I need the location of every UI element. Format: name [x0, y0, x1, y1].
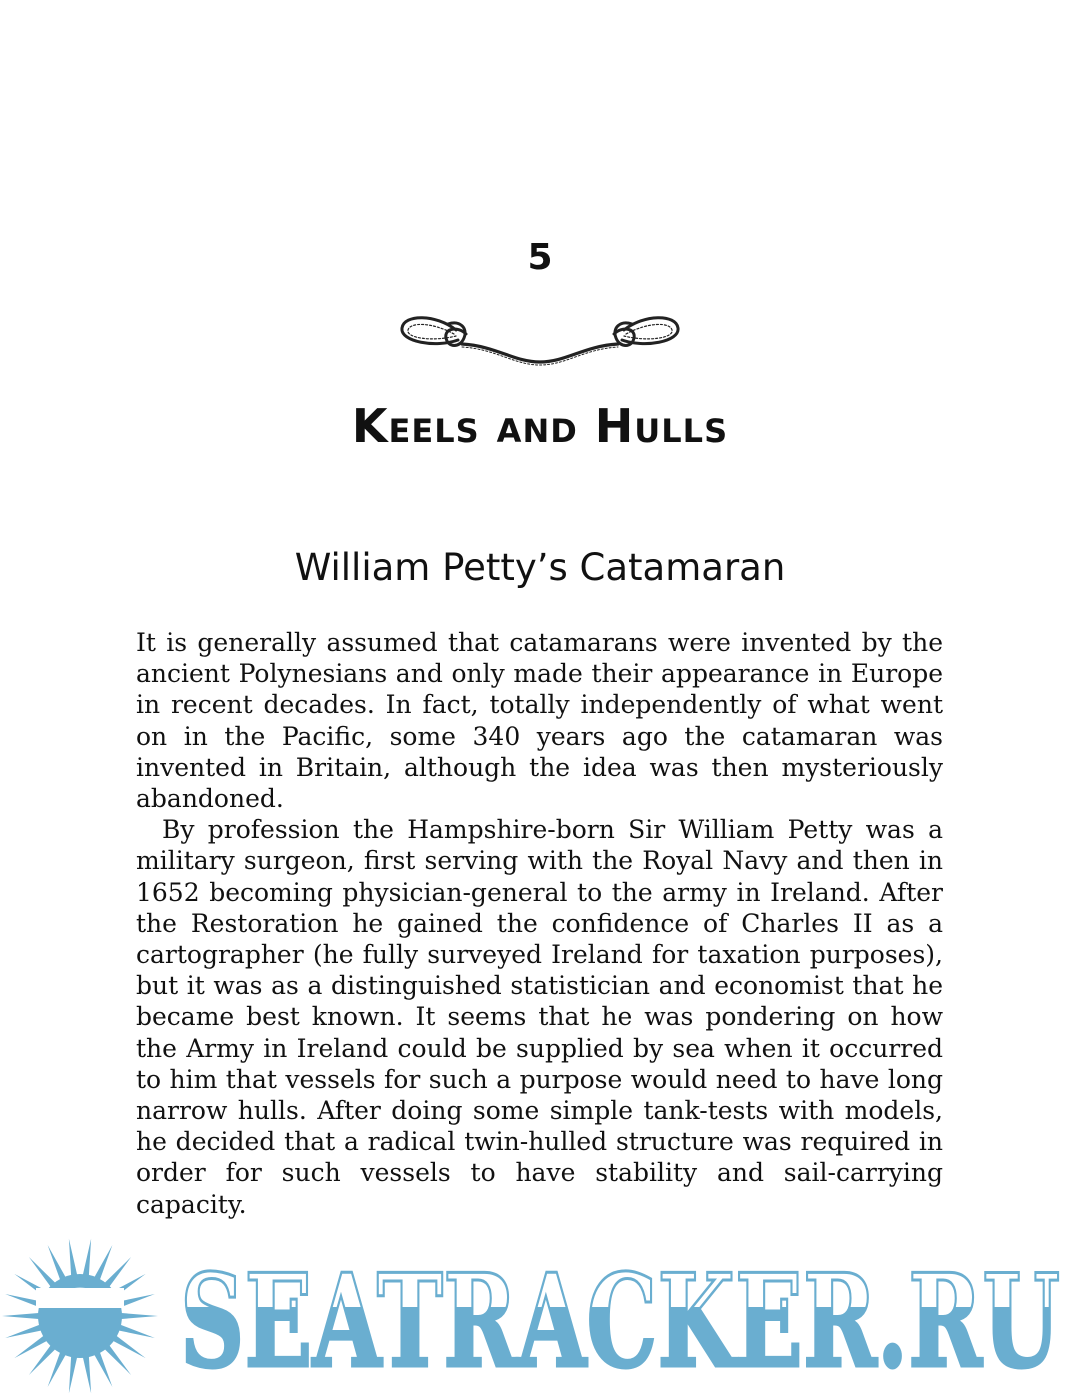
sun-ray	[104, 1257, 131, 1288]
sun-ray	[104, 1344, 131, 1375]
sun-ray	[117, 1324, 154, 1338]
sun-ray	[69, 1355, 78, 1393]
sun-ray	[14, 1335, 48, 1358]
watermark	[0, 1236, 1080, 1397]
chapter-title: Keels and Hulls	[351, 399, 729, 453]
rope-knot-ornament-icon	[396, 306, 684, 370]
body-text	[136, 627, 943, 1220]
sun-ray	[29, 1257, 56, 1288]
sun-ray	[112, 1335, 146, 1358]
sun-ray	[83, 1355, 92, 1393]
sun-ray	[94, 1351, 113, 1387]
watermark-text	[170, 1254, 1070, 1384]
sun-ray	[29, 1344, 56, 1375]
sun-ray	[2, 1313, 40, 1319]
sun-ray	[69, 1239, 78, 1277]
paragraph: It is generally assumed that catamarans were invented by the ancient Polynesians and only made their appearance in Europe in recent decades. In fact, totally independently of what went on in the Pacific, some 340 years ago the catamaran was invented in Britain, although the idea was then mysteriously abandoned.	[136, 628, 943, 814]
watermark-label: SEATRACKER.RU	[180, 1254, 1060, 1384]
paragraph: By profession the Hampshire-born Sir William Petty was a military surgeon, first serving with the Royal Navy and then in 1652 becoming physician-general to the army in Ireland. After the Restoration he gained the confidence of Charles II as a cartographer (he fully surveyed Ireland for taxation purposes), but it was as a distinguished statistician and economist that he became best known. It seems that he was pondering on how the Army in Ireland could be supplied by sea when it occurred to him that vessels for such a purpose would need to have long narrow hulls. After doing some simple tank-tests with models, he decided that a radical twin-hulled structure was required in order for such vessels to have stability and sail-carrying capacity.	[136, 815, 943, 1219]
chapter-number: 5	[527, 237, 553, 278]
sun-ray	[5, 1324, 42, 1338]
sun-ray	[48, 1351, 67, 1387]
sun-ray	[94, 1245, 113, 1281]
sun-ray	[48, 1245, 67, 1281]
section-heading: William Petty’s Catamaran	[294, 546, 786, 589]
sun-ray	[120, 1313, 158, 1319]
sun-ray	[83, 1239, 92, 1277]
sun-over-sea-icon	[0, 1236, 160, 1396]
